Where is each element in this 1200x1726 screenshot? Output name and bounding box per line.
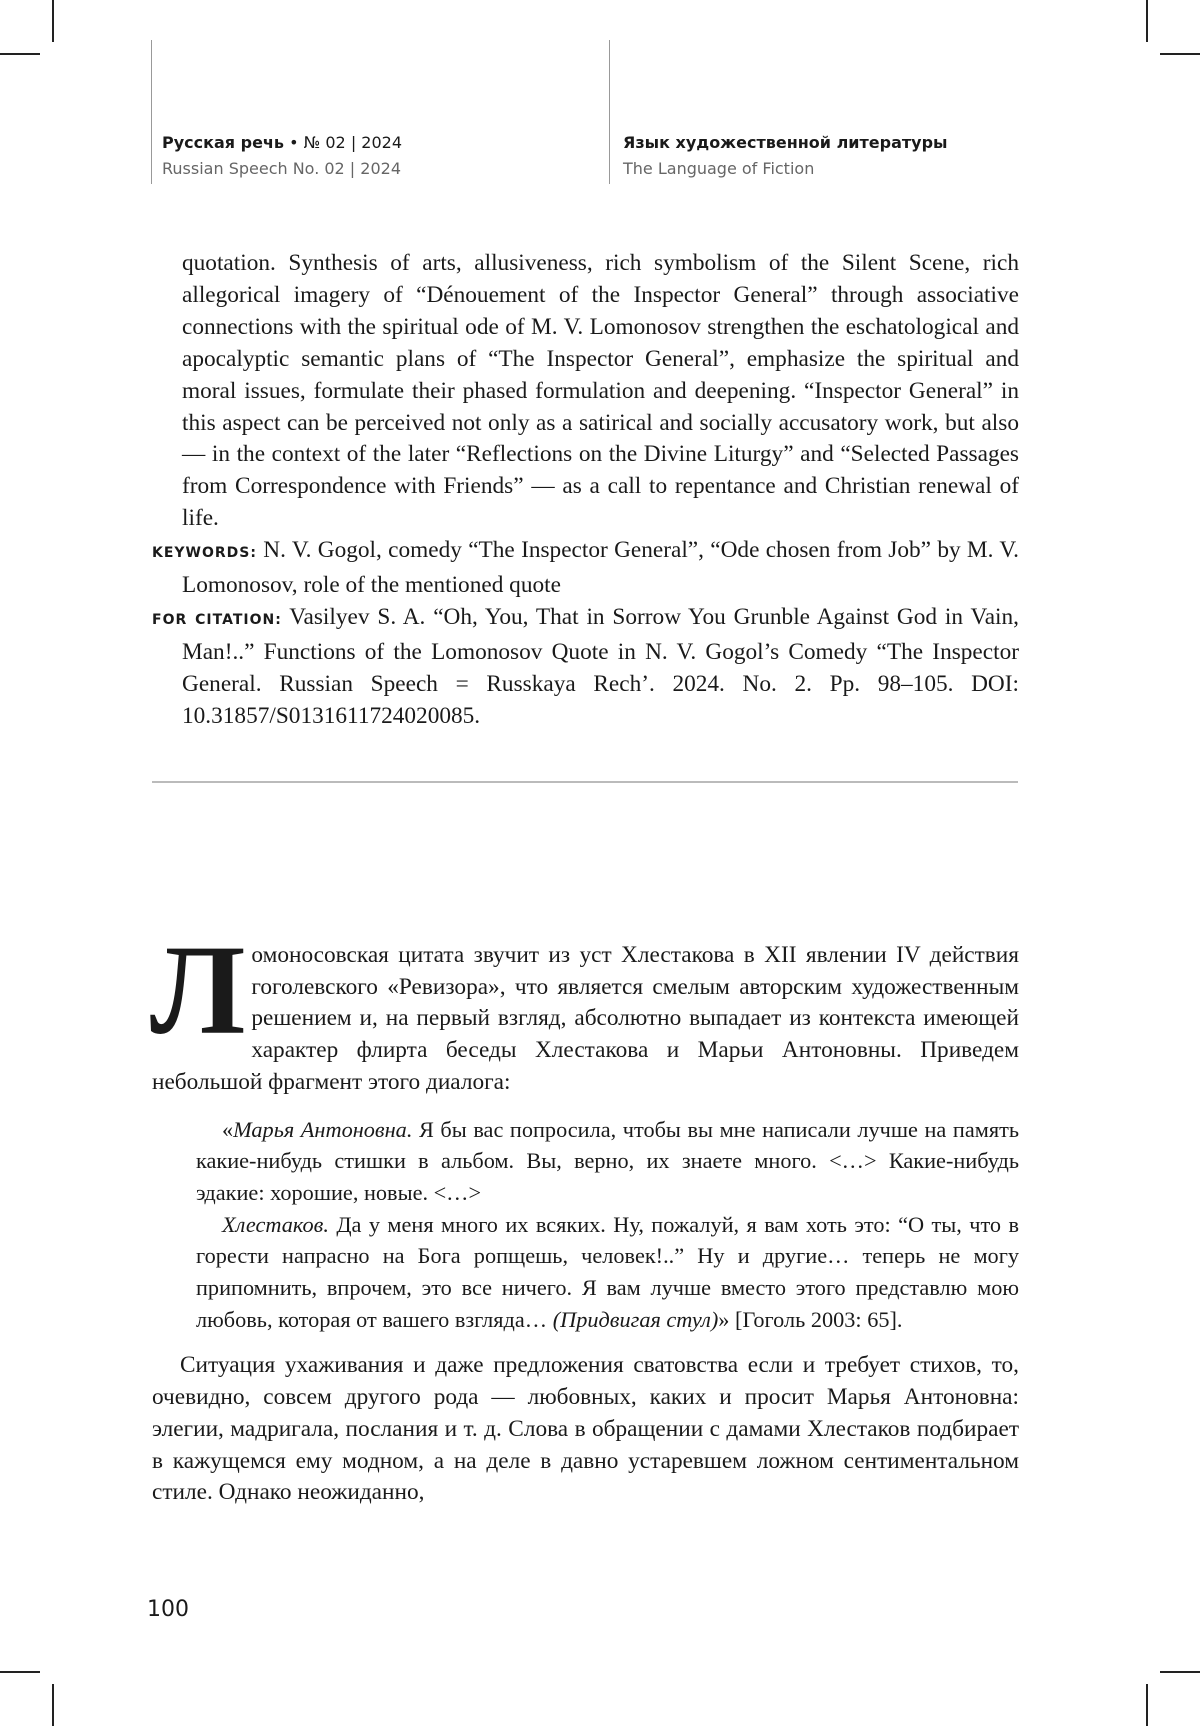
abstract-text: quotation. Synthesis of arts, allusiveness, rich symbolism of the Silent Scene, rich allegorical imagery of “Dénouement of the Inspector General” through associative connections with the spiritual ode of M. V. Lomonosov strengthen the eschatological and apocalyptic semantic plans of “The Inspector General”, emphasize the spiritual and moral issues, formulate their phased formulation and deepening. “Inspector General” in this aspect can be perceived not only as a satirical and socially accusatory work, but also — in the context of the later “Reflections on the Divine Liturgy” and “Selected Passages from Correspondence with Friends” — as a call to repentance and Christian renewal of life. xyxy=(182,250,1019,532)
crop-mark-top-left-v xyxy=(52,0,54,42)
keywords xyxy=(152,535,1019,602)
header-rule-left xyxy=(151,40,152,184)
quote-text-1: Я бы вас попросила, чтобы вы мне написали лучше на память какие-нибудь стишки в альбом. Вы, верно, их знаете много. <…> Какие-нибудь эдакие: хорошие, новые. <…> xyxy=(196,1116,1020,1205)
crop-mark-top-left-h xyxy=(0,53,40,55)
abstract-separator xyxy=(152,781,1018,783)
paragraph-1 xyxy=(150,919,1019,1099)
section-title-ru: Язык художественной литературы xyxy=(623,133,948,152)
paragraph-1-text: омоносовская цитата звучит из уст Хлестакова в XII явлении IV действия гоголевского «Ревизора», что является смелым авторским художественным решением и, на первый взгляд, абсолютно выпадает из контекста имеющей характер флирта беседы Хлестакова и Марьи Антоновны. Приведем небольшой фрагмент этого диалога: xyxy=(152,942,1019,1095)
paragraph-2: Ситуация ухаживания и даже предложения сватовства если и требует стихов, то, очевидно, совсем другого рода — любовных, каких и просит Марья Антоновна: элегии, мадригала, послания и т. д. Слова в обращении с дамами Хлестаков подбирает в кажущемся ему модном, а на деле в давно устаревшем ложном сентиментальном стиле. Однако неожиданно, xyxy=(152,1352,1019,1506)
running-header-left xyxy=(162,133,402,178)
quote-paragraph-2 xyxy=(196,1209,1019,1336)
keywords-text: N. V. Gogol, comedy “The Inspector General”, “Ode chosen from Job” by M. V. Lomonosov, role of the mentioned quote xyxy=(182,537,1019,599)
crop-mark-bottom-right-v xyxy=(1146,1684,1148,1726)
keywords-label: KEYWORDS: xyxy=(152,545,257,562)
running-header-right xyxy=(623,133,948,178)
quote-stage-direction: (Придвигая стул) xyxy=(552,1306,719,1332)
abstract-block xyxy=(152,248,1019,733)
crop-mark-bottom-right-h xyxy=(1160,1671,1200,1673)
citation xyxy=(152,602,1019,733)
block-quote xyxy=(196,1114,1019,1336)
crop-mark-bottom-left-h xyxy=(0,1671,40,1673)
citation-label: FOR CITATION: xyxy=(152,611,282,628)
crop-mark-top-right-h xyxy=(1160,53,1200,55)
crop-mark-bottom-left-v xyxy=(52,1684,54,1726)
crop-mark-top-right-v xyxy=(1146,0,1148,42)
section-title-en: The Language of Fiction xyxy=(623,159,815,178)
journal-title-en: Russian Speech No. 02 | 2024 xyxy=(162,159,401,178)
page-number: 100 xyxy=(147,1597,189,1622)
quote-reference: » [Гоголь 2003: 65]. xyxy=(718,1306,903,1332)
drop-cap: Л xyxy=(150,919,246,1061)
journal-title-ru: Русская речь • № 02 | 2024 xyxy=(162,133,403,152)
header-rule-right xyxy=(609,40,610,184)
quote-speaker-1: Марья Антоновна. xyxy=(233,1116,413,1142)
quote-paragraph-1: «Марья Антоновна. Я бы вас попросила, чтобы вы мне написали лучше на память какие-нибудь стишки в альбом. Вы, верно, их знаете много. <…> Какие-нибудь эдакие: хорошие, новые. <…> xyxy=(196,1116,1020,1205)
quote-text-2: Да у меня много их всяких. Ну, пожалуй, я вам хоть это: “О ты, что в горести напрасно на Бога ропщешь, человек!..” Ну и другие… теперь не могу припомнить, впрочем, это все ничего. Я вам лучше вместо этого представлю мою любовь, которая от вашего взгляда… xyxy=(196,1211,1019,1332)
citation-text: Vasilyev S. A. “Oh, You, That in Sorrow You Grunble Against God in Vain, Man!..” Functions of the Lomonosov Quote in N. V. Gogol’s Comedy “The Inspector General. Russian Speech = Russkaya Rech’. 2024. No. 2. Pp. 98–105. DOI: 10.31857/S0131611724020085. xyxy=(182,603,1019,729)
article-body xyxy=(150,919,1020,1509)
quote-speaker-2: Хлестаков. xyxy=(222,1211,329,1237)
